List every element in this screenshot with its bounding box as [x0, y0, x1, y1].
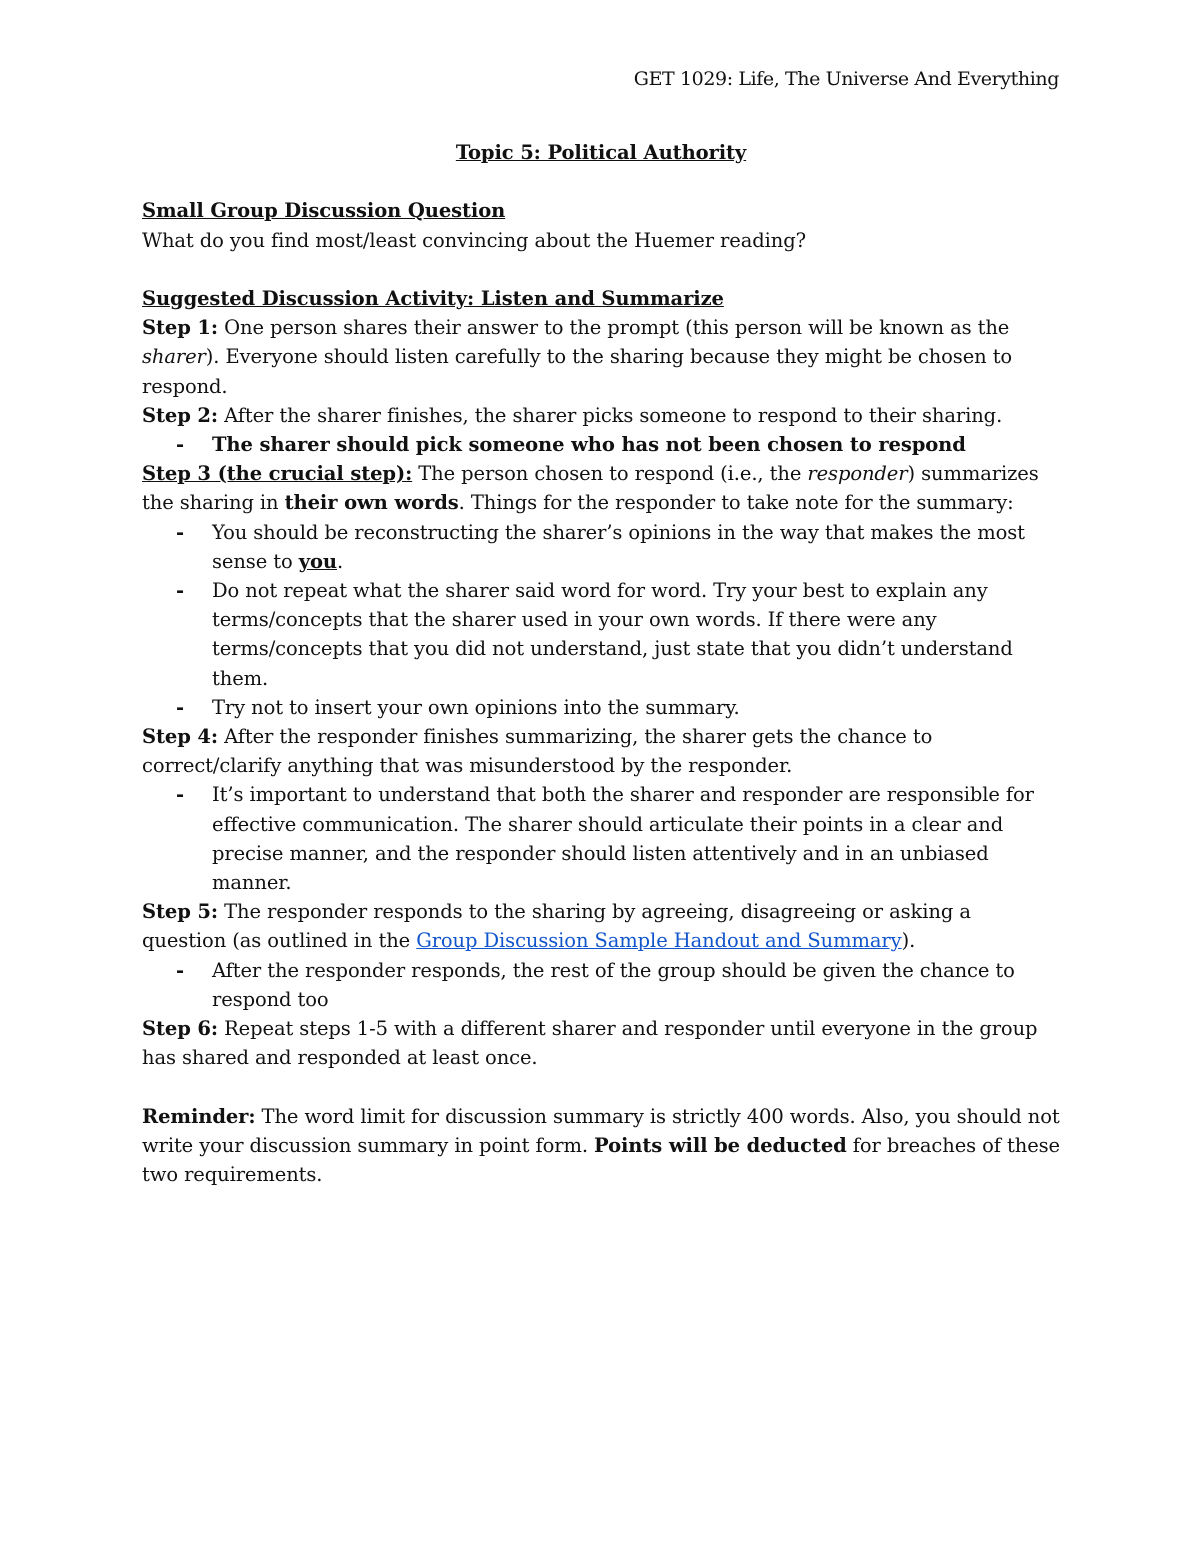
own-words-emphasis: their own words [284, 491, 459, 515]
step-6 [142, 1014, 1060, 1072]
step-2-label: Step 2: [142, 403, 218, 427]
spacer [142, 1072, 1060, 1101]
list-item [142, 518, 1060, 576]
step-3 [142, 459, 1060, 517]
course-header: GET 1029: Life, The Universe And Everything [633, 68, 1059, 90]
list-item [142, 780, 1060, 897]
dash-bullet-icon: - [176, 433, 184, 456]
step-3-label: Step 3 (the crucial step): [142, 462, 413, 486]
reminder-text: The word limit for discussion summary is strictly 400 words. Also, you should not write your discussion summary in point form. [142, 1104, 1060, 1157]
step-3-text-cont: ) summarizes the sharing in [142, 462, 1039, 515]
list-item [142, 956, 1060, 1014]
spacer [142, 167, 1060, 196]
document-body [142, 138, 1060, 1189]
reminder-text-end: for breaches of these two requirements. [142, 1133, 1060, 1187]
sharer-term: sharer [142, 345, 206, 369]
page-title: Topic 5: Political Authority [455, 141, 747, 164]
bullet-text: After the responder responds, the rest of the group should be given the chance to respond too [212, 958, 1015, 1011]
step-4-label: Step 4: [142, 725, 218, 749]
step-4 [142, 722, 1060, 780]
dash-bullet-icon: - [176, 695, 184, 719]
step-6-text: Repeat steps 1-5 with a different sharer and responder until everyone in the group has shared and responded at least once. [142, 1017, 1038, 1070]
discussion-question: What do you find most/least convincing about the Huemer reading? [142, 228, 806, 252]
step-3-bullets [142, 518, 1060, 722]
dash-bullet-icon: - [176, 579, 184, 603]
bullet-text: The sharer should pick someone who has not been chosen to respond [212, 433, 966, 456]
step-1 [142, 313, 1060, 401]
step-3-text-end: . Things for the responder to take note for the summary: [458, 491, 1014, 515]
you-emphasis: you [298, 549, 337, 573]
bullet-text: Do not repeat what the sharer said word for word. Try your best to explain any terms/concepts that the sharer used in your own words. If there were any terms/concepts that you did not understand, just state that you didn’t understand them. [212, 579, 1013, 690]
step-1-label: Step 1: [142, 316, 218, 340]
step-2-text: After the sharer finishes, the sharer picks someone to respond to their sharing. [218, 403, 1003, 427]
spacer [142, 255, 1060, 284]
activity-heading: Suggested Discussion Activity: Listen and Summarize [142, 286, 724, 310]
step-3-text: The person chosen to respond (i.e., the [412, 462, 808, 486]
bullet-text: You should be reconstructing the sharer’s opinions in the way that makes the most sense to [212, 520, 1025, 573]
step-5 [142, 897, 1060, 955]
reminder-label: Reminder: [142, 1104, 256, 1128]
step-4-bullets [142, 780, 1060, 897]
bullet-text-end: . [336, 549, 344, 573]
list-item [142, 576, 1060, 693]
dash-bullet-icon: - [176, 783, 184, 807]
dash-bullet-icon: - [176, 958, 184, 982]
handout-link[interactable]: Group Discussion Sample Handout and Summary [416, 929, 902, 953]
step-5-label: Step 5: [142, 900, 218, 924]
step-5-text-end: ). [901, 929, 916, 953]
step-5-bullets [142, 956, 1060, 1014]
deduction-emphasis: Points will be deducted [594, 1133, 847, 1157]
step-2-bullets [142, 430, 1060, 459]
step-4-text: After the responder finishes summarizing, the sharer gets the chance to correct/clarify anything that was misunderstood by the responder. [142, 725, 933, 778]
dash-bullet-icon: - [176, 520, 184, 544]
bullet-text: Try not to insert your own opinions into the summary. [212, 695, 740, 719]
responder-term: responder [807, 462, 908, 486]
step-2 [142, 401, 1060, 430]
bullet-text: It’s important to understand that both the sharer and responder are responsible for effective communication. The sharer should articulate their points in a clear and precise manner, and the responder should listen attentively and in an unbiased manner. [212, 783, 1034, 895]
step-1-text: One person shares their answer to the prompt (this person will be known as the [218, 316, 1010, 340]
step-6-label: Step 6: [142, 1017, 218, 1041]
reminder [142, 1102, 1060, 1190]
step-5-text: The responder responds to the sharing by agreeing, disagreeing or asking a question (as outlined in the [142, 900, 971, 953]
step-1-text-cont: ). Everyone should listen carefully to the sharing because they might be chosen to respond. [142, 345, 1013, 398]
list-item [142, 430, 1060, 459]
list-item [142, 693, 1060, 722]
question-heading: Small Group Discussion Question [142, 199, 506, 223]
